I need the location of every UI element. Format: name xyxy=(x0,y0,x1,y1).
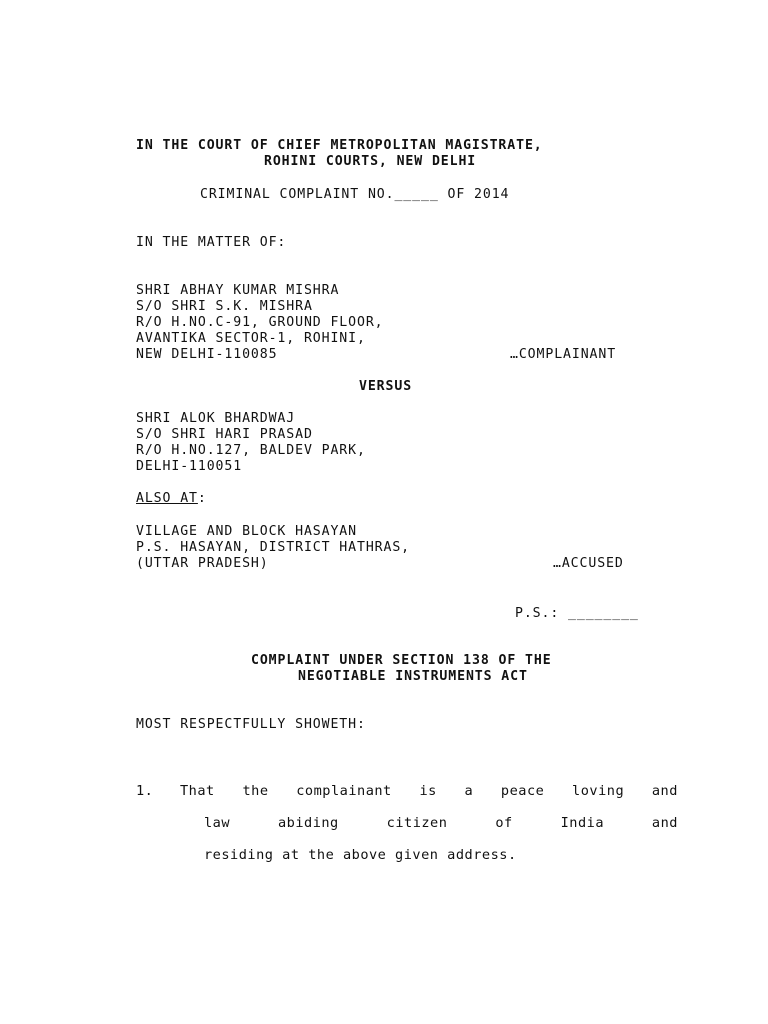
paragraph-word: India xyxy=(560,815,605,831)
paragraph-number: 1. xyxy=(136,783,154,799)
complainant-line: NEW DELHI-110085 xyxy=(136,347,278,362)
most-respectfully-showeth: MOST RESPECTFULLY SHOWETH: xyxy=(136,717,366,732)
also-at-line: (UTTAR PRADESH) xyxy=(136,556,269,571)
police-station-field: P.S.: ________ xyxy=(515,606,639,621)
also-at-heading xyxy=(136,491,207,507)
paragraph-word: loving xyxy=(572,783,625,799)
complainant-role: …COMPLAINANT xyxy=(510,347,617,362)
accused-line: S/O SHRI HARI PRASAD xyxy=(136,427,313,442)
complaint-title-line1: COMPLAINT UNDER SECTION 138 OF THE xyxy=(251,653,552,668)
paragraph-word: abiding xyxy=(277,815,339,831)
paragraph-word: citizen xyxy=(386,815,448,831)
complainant-line: R/O H.NO.C-91, GROUND FLOOR, xyxy=(136,315,384,330)
court-heading-line2: ROHINI COURTS, NEW DELHI xyxy=(264,154,477,169)
also-at-colon: : xyxy=(197,491,207,506)
complaint-number: CRIMINAL COMPLAINT NO._____ OF 2014 xyxy=(200,187,510,202)
court-heading-line1: IN THE COURT OF CHIEF METROPOLITAN MAGISTRATE, xyxy=(136,138,543,153)
paragraph-line3: residing at the above given address. xyxy=(204,847,517,863)
accused-line: SHRI ALOK BHARDWAJ xyxy=(136,411,296,426)
paragraph-word: a xyxy=(464,783,474,799)
also-at-line: VILLAGE AND BLOCK HASAYAN xyxy=(136,524,357,539)
paragraph-word: and xyxy=(651,783,678,799)
accused-role: …ACCUSED xyxy=(553,556,624,571)
accused-line: DELHI-110051 xyxy=(136,459,243,474)
paragraph-word: of xyxy=(495,815,513,831)
paragraph-line1 xyxy=(180,783,678,799)
complainant-line: S/O SHRI S.K. MISHRA xyxy=(136,299,313,314)
paragraph-word: and xyxy=(651,815,678,831)
versus-label: VERSUS xyxy=(359,379,413,394)
complainant-line: SHRI ABHAY KUMAR MISHRA xyxy=(136,283,340,298)
paragraph-word: peace xyxy=(500,783,545,799)
also-at-line: P.S. HASAYAN, DISTRICT HATHRAS, xyxy=(136,540,411,555)
paragraph-word: law xyxy=(204,815,231,831)
complainant-line: AVANTIKA SECTOR-1, ROHINI, xyxy=(136,331,366,346)
paragraph-line2 xyxy=(204,815,678,831)
in-the-matter-of: IN THE MATTER OF: xyxy=(136,235,287,250)
paragraph-word: That xyxy=(180,783,215,799)
accused-line: R/O H.NO.127, BALDEV PARK, xyxy=(136,443,366,458)
paragraph-word: complainant xyxy=(296,783,392,799)
paragraph-word: the xyxy=(242,783,269,799)
complaint-title-line2: NEGOTIABLE INSTRUMENTS ACT xyxy=(298,669,528,684)
paragraph-word: is xyxy=(419,783,437,799)
also-at-label: ALSO AT xyxy=(136,491,198,506)
